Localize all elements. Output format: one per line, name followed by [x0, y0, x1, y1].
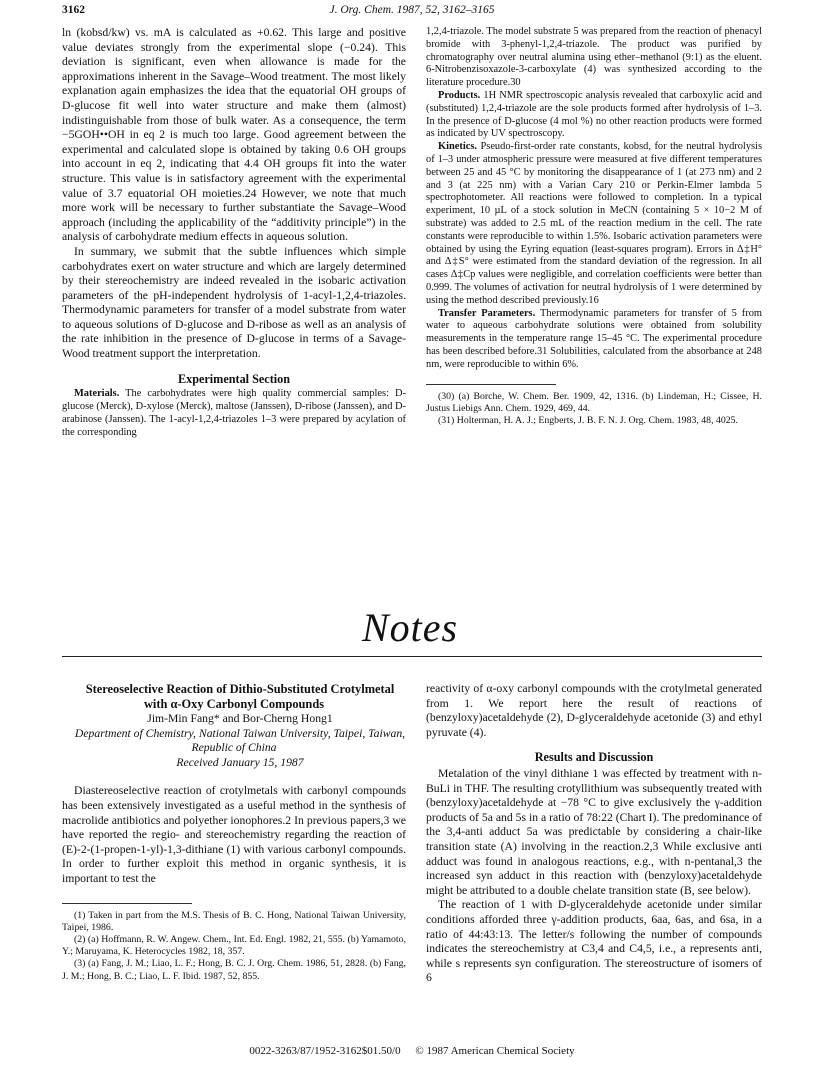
run-in-heading: Kinetics.	[438, 141, 477, 153]
section-rule	[62, 656, 762, 657]
materials-paragraph	[62, 388, 406, 439]
kinetics-paragraph	[426, 141, 762, 307]
section-heading: Results and Discussion	[534, 750, 654, 765]
page-footer	[62, 1045, 762, 1057]
notes-heading: Notes	[361, 605, 459, 650]
footnote: (31) Holterman, H. A. J.; Engberts, J. B. F. N. J. Org. Chem. 1983, 48, 4025.	[438, 414, 739, 426]
footnote: (30) (a) Borche, W. Chem. Ber. 1909, 42, 1316. (b) Lindeman, H.; Cissee, H. Justus Liebigs Ann. Chem. 1929, 469, 44.	[426, 390, 762, 414]
footnote: (2) (a) Hoffmann, R. W. Angew. Chem., Int. Ed. Engl. 1982, 21, 555. (b) Yamamoto, Y.; Maruyama, K. Heterocycles 1982, 18, 357.	[62, 933, 406, 958]
run-in-heading: Materials.	[74, 388, 120, 400]
article-affiliation: Department of Chemistry, National Taiwan University, Taipei, Taiwan, Republic of China	[74, 726, 406, 755]
page-number: 3162	[62, 4, 85, 16]
paragraph: ln (kobsd/kw) vs. mA is calculated as +0.62. This large and positive value deviates strongly from the experimental slope (−0.24). This deviation is significant, even when allowance is made for the approximations inherent in the Savage–Wood treatment. The most likely explanation again emphasizes the idea that the equatorial OH groups of D-glucose fit well into water structure and make them (almost) indistinguishable from those of bulk water. As a consequence, the term −5GOH••OH in eq 2 is much too large. Good agreement between the experimental and calculated slope is obtained by taking 0.6 OH groups into account in eq 2, indicating that 4.4 OH groups fit into the water structure. This value is in satisfactory agreement with the experimental value of 3.7 equatorial OH moieties.24 However, we note that much more work will be necessary to further substantiate the Savage–Wood approach (including the applicability of the “additivity principle”) in the analysis of carbohydrate medium effects in aqueous solution.	[62, 26, 406, 244]
journal-citation: J. Org. Chem. 1987, 52, 3162–3165	[329, 4, 495, 16]
left-column-top	[62, 26, 406, 439]
paragraph: 1,2,4-triazole. The model substrate 5 was prepared from the reaction of phenacyl bromide with 3-phenyl-1,2,4-triazole. The product was purified by chromatography over neutral alumina using ether–methanol (9:1) as the eluent. 6-Nitrobenzisoxazole-3-carboxylate (4) was synthesized according to the literature procedure.30	[426, 26, 762, 89]
products-text: 1H NMR spectroscopic analysis revealed that carboxylic acid and (substituted) 1,2,4-triazole are the sole products formed after hydrolysis of 1–3. In the presence of D-glucose (4 mol %) no other reaction products were formed as indicated by UV spectroscopy.	[426, 89, 762, 140]
right-column-top	[426, 26, 762, 427]
run-in-heading: Transfer Parameters.	[438, 307, 536, 319]
copyright: © 1987 American Chemical Society	[415, 1045, 575, 1057]
article-left-column	[62, 682, 406, 983]
paragraph: The reaction of 1 with D-glyceraldehyde acetonide under similar conditions afforded three γ-addition products, 6aa, 6as, and 6sa, in a ratio of 44:43:13. The letter/s following the number of compounds indicates the stereochemistry at C3,4 and C4,5, i.e., a represents anti, while s represents syn configuration. The stereostructure of isomers of 6	[426, 898, 762, 985]
intro-paragraph: Diastereoselective reaction of crotylmetals with carbonyl compounds has been extensively investigated as a useful method in the synthesis of macrolide antibiotics and polyether ionophores.2 In previous papers,3 we have reported the regio- and stereochemistry regarding the reaction of (E)-2-(1-propen-1-yl)-1,3-dithiane (1) with various carbonyl compounds. In order to further exploit this method in organic synthesis, it is important to test the	[62, 784, 406, 885]
footnote: (3) (a) Fang, J. M.; Liao, L. F.; Hong, B. C. J. Org. Chem. 1986, 51, 2828. (b) Fang, J. M.; Hong, B. C.; Liao, L. F. Ibid. 1987, 52, 855.	[62, 958, 406, 982]
footnote: (1) Taken in part from the M.S. Thesis of B. C. Hong, National Taiwan University, Taipei, 1986.	[62, 909, 406, 933]
kinetics-text: Pseudo-first-order rate constants, kobsd, for the neutral hydrolysis of 1–3 under atmospheric pressure were measured at five different temperatures between 25 and 45 °C by monitoring the disappearance of 1 (at 273 nm) and 2 and 3 (at 225 nm) with a Varian Cary 210 or Perkin-Elmer lambda 5 spectrophotometer. All reactions were followed to completion. In a typical experiment, 10 µL of a stock solution in MeCN (containing 5 × 10−2 M of substrate) was added to 2.5 mL of the reaction medium in the cell. The rate constants were reproducible to within 1.5%. Isobaric activation parameters were obtained by using the Eyring equation (least-squares program). Errors in Δ‡H° and Δ‡S° were estimated from the standard deviation of the regression. In all cases Δ‡Cp values were negligible, and correlation coefficients were better than 0.999. The volumes of activation for neutral hydrolysis of 1 were determined by using the method described previously.16	[426, 141, 762, 306]
footnote-rule	[426, 384, 556, 385]
materials-text: The carbohydrates were high quality commercial samples: D-glucose (Merck), D-xylose (Merck), maltose (Janssen), D-ribose (Janssen), and D-arabinose (Janssen). The 1-acyl-1,2,4-triazoles 1–3 were prepared by acylation of the corresponding	[62, 388, 406, 438]
article-authors: Jim-Min Fang* and Bor-Cherng Hong1	[147, 712, 333, 725]
article-code: 0022-3263/87/1952-3162$01.50/0	[249, 1045, 401, 1057]
transfer-text: Thermodynamic parameters for transfer of 5 from water to aqueous carbohydrate solutions were obtained from solubility measurements in the temperature range 15–45 °C. The experimental procedure has been described before.31 Solubilities, calculated from the absorbance at 248 nm, were reproducible to within 6%.	[426, 307, 762, 370]
footnote-rule	[62, 903, 192, 904]
products-paragraph	[426, 90, 762, 141]
article-title: Stereoselective Reaction of Dithio-Substituted Crotylmetal with α-Oxy Carbonyl Compounds	[85, 682, 395, 711]
article-right-column	[426, 682, 762, 986]
paragraph: Metalation of the vinyl dithiane 1 was effected by treatment with n-BuLi in THF. The resulting crotyllithium was subsequently treated with (benzyloxy)acetaldehyde at −78 °C to give exclusively the γ-addition products of 5a and 5s in a ratio of 78:22 (Chart I). The predominance of the 3,4-anti adduct 5a was predictable by considering a chair-like transition state (A) involving in the reaction.2,3 While exclusive anti adduct was found in analogous reactions, e.g., with n-pentanal,3 the increased syn adduct in this reaction with (benzyloxy)acetaldehyde might be attributed to a double chelate transition state (B, see below).	[426, 766, 762, 897]
run-in-heading: Products.	[438, 89, 481, 101]
section-heading: Experimental Section	[177, 371, 291, 386]
running-header	[62, 4, 762, 22]
paragraph: reactivity of α-oxy carbonyl compounds with the crotylmetal generated from 1. We report here the result of reactions of (benzyloxy)acetaldehyde (2), D-glyceraldehyde acetonide (3) and ethyl pyruvate (4).	[426, 682, 762, 739]
received-date: Received January 15, 1987	[176, 755, 304, 769]
paragraph: In summary, we submit that the subtle influences which simple carbohydrates exert on water structure and which are largely determined by their stereochemistry are indeed revealed in the isobaric activation parameters of the pH-independent hydrolysis of 1-acyl-1,2,4-triazoles. Thermodynamic parameters for transfer of a model substrate from water to aqueous solutions of D-glucose and D-ribose as well as an analysis of the rate inhibition in the presence of D-glucose in terms of a Savage-Wood treatment support the interpretation.	[62, 244, 406, 361]
transfer-paragraph	[426, 308, 762, 372]
